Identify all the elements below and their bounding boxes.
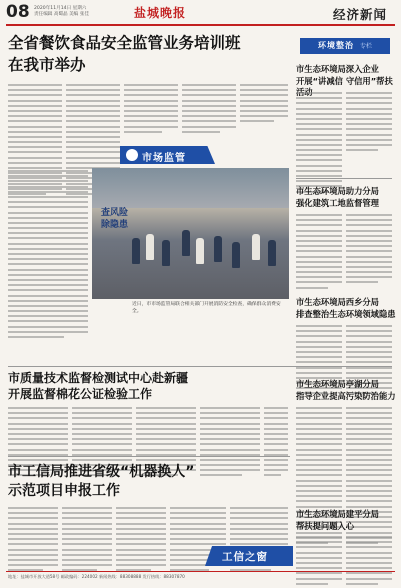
a7-title-line-1: 市工信局推进省级“机器换人” — [8, 464, 195, 480]
a4-title-line-1: 市生态环境局西乡分局 — [296, 297, 379, 307]
a3-body-col-1 — [296, 214, 342, 292]
a2-title-line-1: 市生态环境局深入企业 — [296, 64, 379, 74]
a3-title-line-1: 市生态环境局助力分局 — [296, 186, 379, 196]
a8-body-col-1 — [296, 536, 342, 588]
a5-body-col-5 — [264, 407, 288, 480]
a5-title-line-1: 市质量技术监督检测试中心赴新疆 — [8, 371, 189, 385]
news-photo — [92, 168, 289, 299]
section-title: 经济新闻 — [333, 7, 388, 22]
photo-caption: 近日，市市场监管局联合相关部门开展消防安全检查，确保群众消费安全。 — [132, 302, 281, 314]
banner-label: 市场监管 — [142, 153, 186, 164]
a7-body-col-3 — [116, 507, 166, 574]
a8-title-line-1: 市生态环境局建平分局 — [296, 509, 379, 519]
a8-title-line-2: 帮扶提问题入心 — [296, 521, 355, 531]
a1-body-col-1b — [8, 170, 88, 341]
date-line: 2020年11月14日 星期六 — [34, 6, 87, 11]
masthead-logo: 盐城晚报 — [134, 6, 187, 20]
a1-body-col-5 — [240, 84, 288, 126]
a3-body-col-2 — [346, 214, 392, 287]
a6-title-line-2: 指导企业提高污染防治能力 — [296, 391, 396, 401]
a2-body-col-2 — [346, 92, 392, 154]
a5-body-col-4 — [200, 407, 260, 480]
page-number: 08 — [6, 2, 30, 22]
a5-title-line-2: 开展监督棉花公证检验工作 — [8, 387, 153, 401]
banner-icon — [126, 149, 138, 161]
a5-divider — [8, 456, 290, 457]
photo-overlay-1: 查风险 — [101, 208, 129, 218]
a2-divider — [296, 178, 392, 179]
a1-body-col-4 — [182, 84, 236, 136]
a4-divider — [8, 366, 392, 367]
a2-body-col-1 — [296, 92, 342, 196]
a4-title-line-2: 排查整治生态环境领域隐患 — [296, 309, 396, 319]
a1-body-col-3 — [124, 84, 178, 136]
photo-overlay-2: 除隐患 — [101, 220, 129, 230]
footer-rule — [6, 571, 395, 572]
a7-title-line-2: 示范项目申报工作 — [8, 483, 120, 499]
a3-title-line-2: 强化建筑工地监督管理 — [296, 198, 379, 208]
a6-title-line-1: 市生态环境局亭湖分局 — [296, 379, 379, 389]
a8-body-col-2 — [346, 536, 392, 588]
a1-title-line-1: 全省餐饮食品安全监管业务培训班 — [8, 34, 241, 52]
footer-text: 地址：盐城市开放大道58号 邮政编码：224002 新闻热线：88308888 发行热线：88307870 — [8, 574, 185, 579]
a7-body-col-1 — [8, 507, 58, 574]
a7-body-col-2 — [62, 507, 112, 574]
a1-title-line-2: 在我市举办 — [8, 56, 86, 74]
a2-title-line-2: 开展“讲减信 守信用”帮扶 — [296, 76, 393, 86]
header-rule — [6, 24, 395, 26]
kicker-sublabel: 专栏 — [360, 43, 373, 50]
kicker-label: 环境整治 — [318, 41, 354, 50]
editor-line: 责任编辑 高蜀晶 美编 张佳 — [34, 12, 89, 17]
banner-2-label: 工信之窗 — [222, 551, 268, 563]
